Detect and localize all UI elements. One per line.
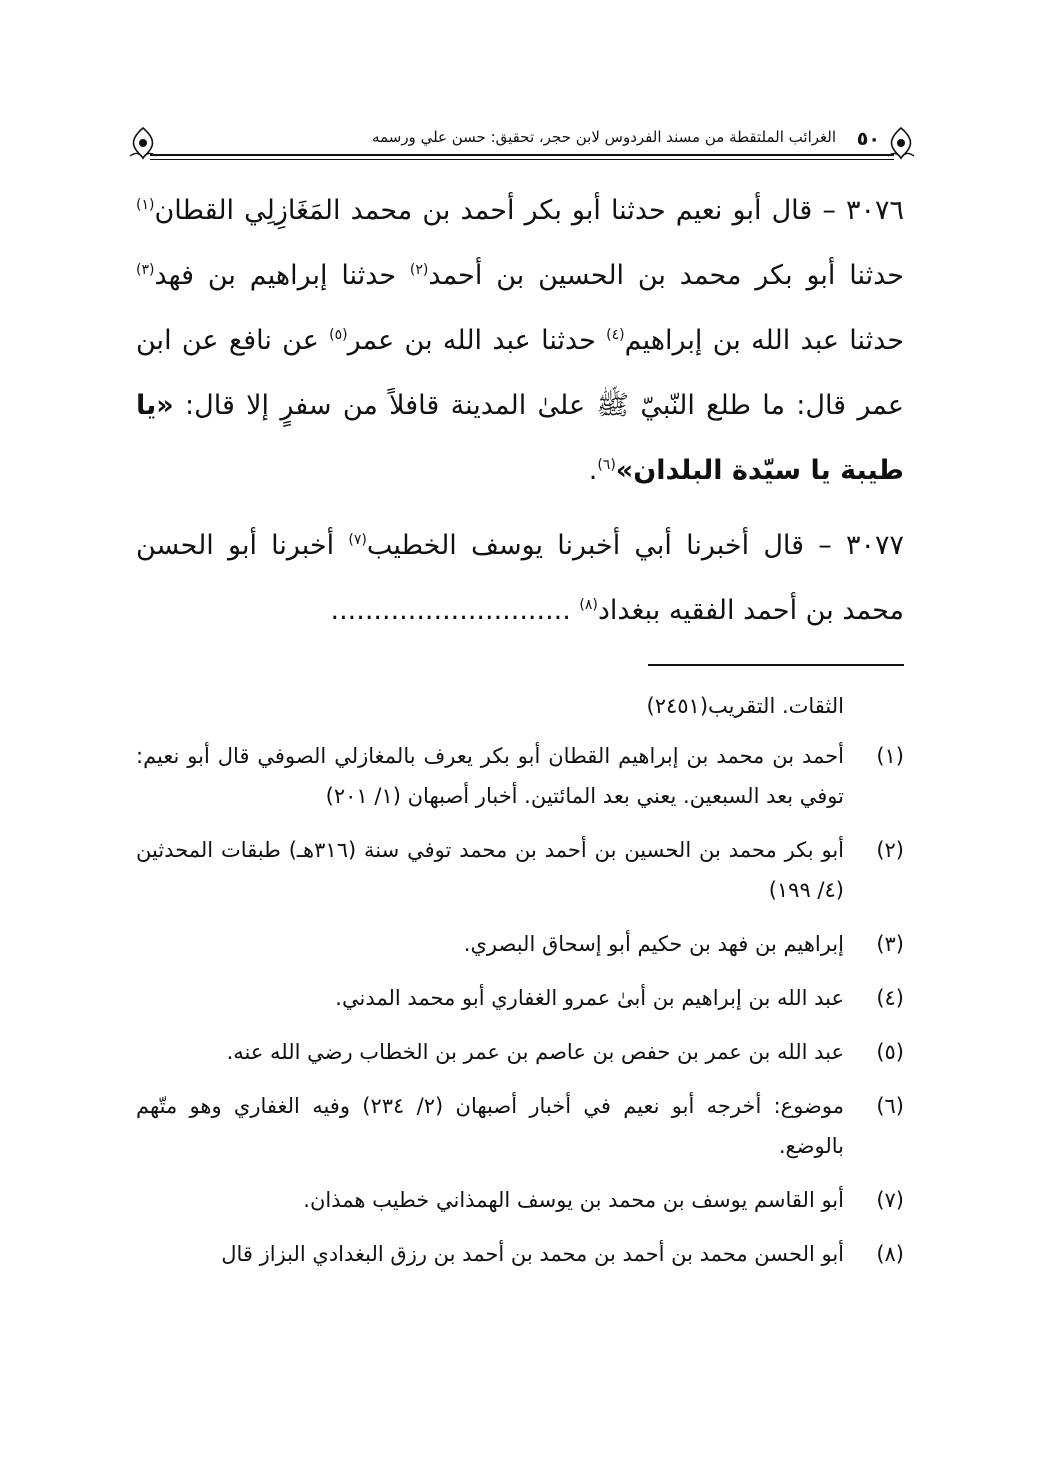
footnote-text: أبو بكر محمد بن الحسين بن أحمد بن محمد توفي سنة (٣١٦هـ) طبقات المحدثين (٤/ ١٩٩) [136,838,845,902]
running-title: الغرائب الملتقطة من مسند الفردوس لابن حجر، تحقيق: حسن علي ورسمه [372,128,836,146]
footnote-item [136,1032,904,1072]
hadith-entry [136,513,904,643]
footnote-item [136,978,904,1018]
hadith-entry [136,178,904,503]
entry-text: ٣٠٧٧ – قال أخبرنا أبي أخبرنا يوسف الخطيب [366,530,904,561]
footnote-ref[interactable]: (٦) [597,457,616,473]
footnote-number: (٢) [876,838,904,862]
footnote-item [136,1234,904,1274]
footnote-item [136,830,904,910]
entry-text: ٣٠٧٦ – قال أبو نعيم حدثنا أبو بكر أحمد بن محمد المَغَازِلِي القطان [154,195,904,226]
entry-text: أخبرنا أبو الحسن محمد بن أحمد الفقيه ببغداد [136,530,904,626]
footnote-item [136,1180,904,1220]
header-rule [150,154,894,156]
hadith-quote: «يا طيبة يا سيّدة البلدان» [136,390,904,486]
footnote-ref[interactable]: (٢) [409,262,429,278]
page-number: ٥٠ [856,128,880,150]
footnote-carryover: الثقات. التقريب(٢٤٥١) [646,694,844,718]
footnote-text: أبو الحسن محمد بن أحمد بن محمد بن أحمد بن رزق البغدادي البزاز قال [221,1242,844,1266]
footnote-divider [648,664,904,666]
footnote-number: (٨) [876,1242,904,1266]
footnote-item [136,736,904,816]
footnote-number: (٤) [876,986,904,1010]
page-header [128,118,916,168]
footnote-number: (١) [876,744,904,768]
footnote-text: أبو القاسم يوسف بن محمد بن يوسف الهمذاني خطيب همذان. [303,1188,844,1212]
entry-text: . [588,455,598,486]
entry-text: حدثنا أبو بكر محمد بن الحسين بن أحمد [428,260,904,291]
footnote-text: إبراهيم بن فهد بن حكيم أبو إسحاق البصري. [463,932,844,956]
main-text [136,178,904,653]
ellipsis-dots: ............................ [330,595,580,626]
entry-text: حدثنا عبد الله بن إبراهيم [624,325,905,356]
footnote-ref[interactable]: (٤) [606,327,625,343]
footnote-number: (٣) [876,932,904,956]
footnote-ref[interactable]: (٨) [579,597,598,613]
footnote-text: عبد الله بن عمر بن حفص بن عاصم بن عمر بن الخطاب رضي الله عنه. [226,1040,844,1064]
entry-text: عن نافع عن ابن عمر قال: ما طلع النّبيّ ﷺ علىٰ المدينة قافلاً من سفرٍ إلا قال: [136,325,904,421]
entry-text: حدثنا إبراهيم بن فهد [154,260,410,291]
footnote-item [136,1086,904,1166]
header-rule [150,159,894,160]
entry-text: حدثنا عبد الله بن عمر [347,325,607,356]
footnote-text: أحمد بن محمد بن إبراهيم القطان أبو بكر يعرف بالمغازلي الصوفي قال أبو نعيم: توفي بعد السبعين. يعني بعد المائتين. أخبار أصبهان (١/ ٢٠١) [136,744,844,808]
footnote-ref[interactable]: (٣) [136,262,155,278]
footnote-text: عبد الله بن إبراهيم بن أبىٰ عمرو الغفاري أبو محمد المدني. [335,986,844,1010]
footnote-ref[interactable]: (١) [136,197,155,213]
footnote-number: (٥) [876,1040,904,1064]
footnotes [136,686,904,1288]
footnote-ref[interactable]: (٥) [329,327,348,343]
footnote-item [136,924,904,964]
footnote-ref[interactable]: (٧) [348,532,367,548]
footnote-text: موضوع: أخرجه أبو نعيم في أخبار أصبهان (٢/ ٢٣٤) وفيه الغفاري وهو متّهم بالوضع. [136,1094,844,1158]
footnote-number: (٦) [876,1094,904,1118]
footnote-number: (٧) [876,1188,904,1212]
